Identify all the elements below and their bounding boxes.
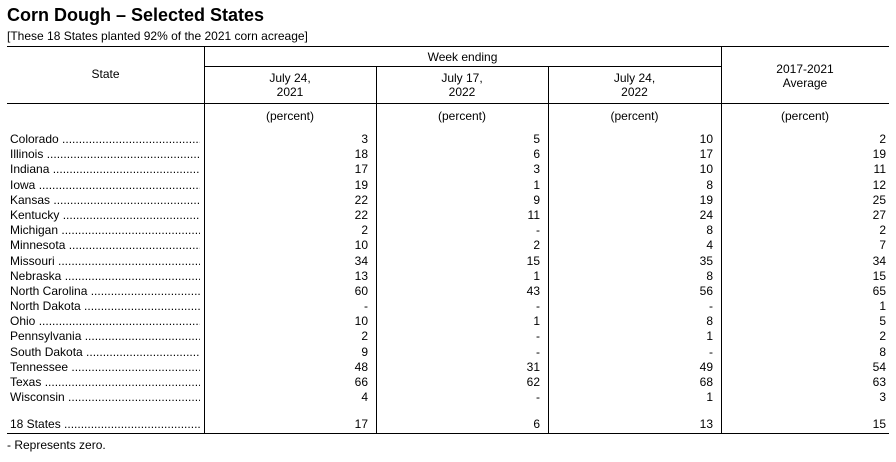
cell-jul24-2021: 60	[354, 283, 368, 298]
cell-jul24-2021: 3	[361, 132, 368, 146]
cell-jul24-2022: 24	[699, 207, 713, 222]
state-name: Kansas .....	[10, 193, 200, 208]
cell-jul24-2021: 48	[354, 359, 368, 374]
state-name: Iowa .....	[10, 178, 200, 193]
cell-jul17-2022: 1	[533, 314, 540, 329]
state-name: Texas .....	[10, 375, 200, 390]
cell-jul24-2021: 66	[354, 375, 368, 389]
state-name: North Carolina .....	[10, 284, 200, 299]
table-subtitle: [These 18 States planted 92% of the 2021 corn acreage]	[7, 29, 308, 43]
units-label: (percent)	[780, 109, 830, 123]
cell-jul17-2022: 31	[526, 359, 540, 374]
column-header-jul17-2022	[376, 71, 548, 99]
week-ending-rule	[204, 66, 722, 67]
cell-jul24-2022: 19	[699, 192, 713, 207]
cell-average: 25	[872, 192, 886, 207]
state-name: 18 States .....	[10, 417, 200, 432]
week-ending-header: Week ending	[427, 50, 498, 64]
cell-jul17-2022: 11	[527, 207, 540, 222]
cell-jul24-2021: 10	[354, 314, 368, 329]
table-row	[0, 147, 896, 162]
table-row	[0, 390, 896, 405]
cell-jul17-2022: 2	[533, 238, 540, 253]
table-row	[0, 314, 896, 329]
cell-jul24-2022: 68	[699, 375, 713, 389]
state-name: Pennsylvania .....	[10, 329, 200, 344]
cell-jul24-2022: 8	[706, 314, 713, 329]
table-row	[0, 329, 896, 344]
table-title: Corn Dough – Selected States	[7, 5, 265, 25]
cell-jul17-2022: 6	[533, 417, 540, 431]
cell-jul24-2021: 22	[354, 207, 368, 222]
table-row	[0, 254, 896, 269]
cell-jul24-2021: 22	[354, 192, 368, 207]
state-name: Illinois .....	[10, 147, 200, 162]
cell-jul17-2022: -	[536, 299, 540, 314]
table-bottom-rule	[7, 433, 889, 434]
cell-average: 15	[872, 417, 886, 431]
cell-jul17-2022: -	[536, 390, 540, 405]
header-bottom-rule	[7, 103, 889, 104]
cell-jul17-2022: -	[536, 344, 540, 359]
cell-jul24-2022: 1	[706, 329, 713, 344]
column-header-average	[721, 62, 889, 90]
cell-jul17-2022: 6	[533, 147, 540, 162]
cell-jul17-2022: 15	[526, 253, 540, 268]
cell-average: 65	[872, 283, 886, 298]
cell-jul24-2022: -	[709, 299, 713, 314]
cell-jul24-2021: 18	[354, 147, 368, 162]
cell-jul17-2022: 43	[526, 283, 540, 298]
column-header-line: July 17,	[441, 71, 483, 85]
cell-jul17-2022: 5	[533, 132, 540, 146]
cell-jul24-2021: -	[364, 299, 368, 314]
cell-jul24-2021: 19	[354, 177, 368, 192]
state-name: Tennessee .....	[10, 360, 200, 375]
cell-jul24-2022: 8	[706, 223, 713, 238]
cell-jul17-2022: -	[536, 223, 540, 238]
table-row	[0, 193, 896, 208]
column-header-line: 2022	[621, 85, 648, 99]
cell-average: 2	[879, 329, 886, 344]
cell-jul24-2022: 4	[706, 238, 713, 253]
cell-jul24-2021: 17	[354, 162, 368, 177]
table-row	[0, 345, 896, 360]
cell-jul24-2022: 35	[699, 253, 713, 268]
state-name: Michigan .....	[10, 223, 200, 238]
cell-average: 7	[879, 238, 886, 253]
cell-jul17-2022: 62	[526, 375, 540, 389]
cell-average: 11	[873, 162, 886, 177]
column-header-line: July 24,	[613, 71, 656, 85]
table-row	[0, 223, 896, 238]
state-name: Minnesota .....	[10, 238, 200, 253]
cell-jul24-2022: 10	[699, 162, 713, 177]
cell-jul24-2022: 49	[699, 359, 713, 374]
cell-jul24-2022: 13	[699, 417, 713, 431]
cell-jul24-2021: 9	[361, 344, 368, 359]
cell-jul24-2022: 56	[699, 283, 713, 298]
cell-jul24-2021: 2	[361, 223, 368, 238]
cell-jul24-2021: 34	[354, 253, 368, 268]
column-header-line: Average	[782, 76, 828, 90]
total-row	[0, 417, 896, 432]
cell-jul17-2022: 1	[533, 177, 540, 192]
state-column-header: State	[91, 67, 120, 81]
units-label: (percent)	[265, 109, 315, 123]
column-header-line: 2017-2021	[776, 62, 834, 76]
table-row	[0, 375, 896, 390]
state-name: Wisconsin .....	[10, 390, 200, 405]
state-name: Kentucky .....	[10, 208, 200, 223]
cell-jul24-2022: 17	[699, 147, 713, 162]
table-body	[0, 132, 896, 405]
table-row	[0, 360, 896, 375]
cell-jul24-2021: 2	[361, 329, 368, 344]
table-row	[0, 208, 896, 223]
table-row	[0, 269, 896, 284]
table-row-total	[0, 417, 896, 432]
state-name: North Dakota .....	[10, 299, 200, 314]
cell-average: 19	[872, 147, 886, 162]
state-name: Ohio .....	[10, 314, 200, 329]
state-name: Nebraska .....	[10, 269, 200, 284]
cell-jul24-2022: 1	[706, 390, 713, 405]
cell-average: 1	[879, 299, 886, 314]
cell-jul17-2022: 1	[533, 268, 540, 283]
column-header-jul24-2022	[548, 71, 721, 99]
cell-average: 8	[879, 344, 886, 359]
cell-average: 27	[872, 207, 886, 222]
column-header-line: 2021	[276, 85, 304, 99]
state-name: Colorado .....	[10, 132, 200, 147]
cell-average: 34	[872, 253, 886, 268]
cell-jul24-2021: 13	[354, 268, 368, 283]
table-row	[0, 132, 896, 147]
state-name: Indiana .....	[10, 162, 200, 177]
column-header-jul24-2021	[204, 71, 376, 99]
cell-jul24-2022: -	[709, 344, 713, 359]
table-row	[0, 162, 896, 177]
table-row	[0, 299, 896, 314]
state-name: South Dakota .....	[10, 345, 200, 360]
cell-average: 2	[879, 223, 886, 238]
cell-average: 15	[872, 268, 886, 283]
column-header-line: 2022	[448, 85, 476, 99]
cell-jul17-2022: -	[536, 329, 540, 344]
cell-jul24-2021: 10	[354, 238, 368, 253]
table-row	[0, 238, 896, 253]
cell-average: 54	[872, 359, 886, 374]
table-row	[0, 284, 896, 299]
table-row	[0, 178, 896, 193]
footnote: - Represents zero.	[7, 438, 106, 452]
cell-average: 3	[879, 390, 886, 405]
cell-jul24-2021: 4	[361, 390, 368, 405]
cell-average: 2	[879, 132, 886, 146]
cell-jul17-2022: 3	[533, 162, 540, 177]
column-header-line: July 24,	[269, 71, 311, 85]
units-label: (percent)	[610, 109, 659, 123]
cell-average: 63	[872, 375, 886, 389]
cell-jul24-2022: 10	[699, 132, 713, 146]
cell-jul24-2022: 8	[706, 177, 713, 192]
units-label: (percent)	[437, 109, 487, 123]
table-top-rule	[7, 46, 889, 47]
cell-average: 12	[872, 177, 886, 192]
cell-jul24-2021: 17	[354, 417, 368, 431]
cell-jul17-2022: 9	[533, 192, 540, 207]
cell-jul24-2022: 8	[706, 268, 713, 283]
cell-average: 5	[879, 314, 886, 329]
state-name: Missouri .....	[10, 254, 200, 269]
